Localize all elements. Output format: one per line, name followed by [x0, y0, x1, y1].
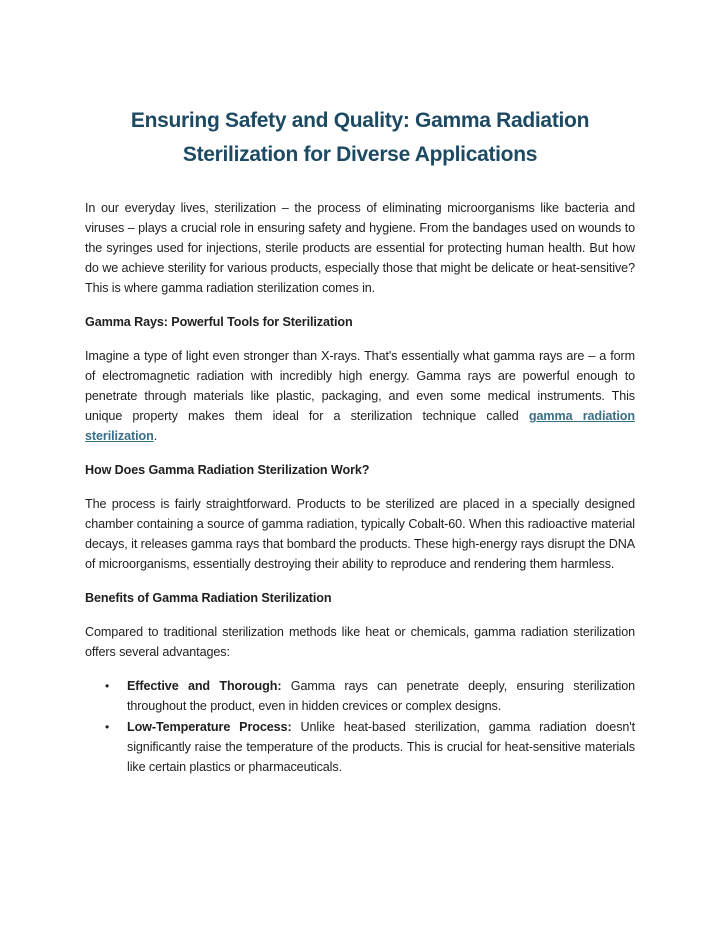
- benefits-paragraph: Compared to traditional sterilization methods like heat or chemicals, gamma radiation sterilization offers several advantages:: [85, 625, 635, 659]
- gamma-rays-text-end: .: [153, 429, 158, 443]
- gamma-rays-text: Imagine a type of light even stronger than X-rays. That's essentially what gamma rays are – a form of electromagnetic radiation with incredibly high energy. Gamma rays are powerful enough to penetrate through materials like plastic, packaging, and even some medical instruments. This unique property makes them ideal for a sterilization technique called: [85, 349, 635, 423]
- list-item-label: Low-Temperature Process:: [127, 720, 292, 734]
- gamma-radiation-sterilization-link[interactable]: gamma radiation sterilization: [85, 409, 635, 443]
- list-item-label: Effective and Thorough:: [127, 679, 282, 693]
- intro-paragraph: In our everyday lives, sterilization – the process of eliminating microorganisms like bacteria and viruses – plays a crucial role in ensuring safety and hygiene. From the bandages used on wounds to the syringes used for injections, sterile products are essential for protecting human health. But how do we achieve sterility for various products, especially those that might be delicate or heat-sensitive? This is where gamma radiation sterilization comes in.: [85, 201, 635, 295]
- title-line-2: Sterilization for Diverse Applications: [182, 143, 538, 166]
- section-heading-how-it-works: How Does Gamma Radiation Sterilization Work?: [85, 463, 370, 477]
- list-item-text: Gamma rays can penetrate deeply, ensuring sterilization throughout the product, even in hidden crevices or complex designs.: [127, 679, 636, 713]
- gamma-rays-paragraph: [85, 346, 635, 446]
- section-heading-benefits: Benefits of Gamma Radiation Sterilization: [85, 591, 332, 605]
- benefits-list: [85, 676, 635, 777]
- list-item: [85, 717, 635, 777]
- how-it-works-paragraph: The process is fairly straightforward. Products to be sterilized are placed in a specially designed chamber containing a source of gamma radiation, typically Cobalt-60. When this radioactive material decays, it releases gamma rays that bombard the products. These high-energy rays disrupt the DNA of microorganisms, essentially destroying their ability to reproduce and rendering them harmless.: [85, 497, 635, 571]
- document-title: [85, 104, 635, 172]
- title-line-1: Ensuring Safety and Quality: Gamma Radiation: [130, 109, 590, 132]
- document-page: [85, 104, 635, 778]
- list-item-text: Unlike heat-based sterilization, gamma radiation doesn't significantly raise the temperature of the products. This is crucial for heat-sensitive materials like certain plastics or pharmaceuticals.: [127, 720, 636, 774]
- bullet-icon: •: [105, 679, 110, 693]
- bullet-icon: •: [105, 720, 110, 734]
- list-item: [85, 676, 635, 716]
- section-heading-gamma-rays: Gamma Rays: Powerful Tools for Sterilization: [85, 315, 353, 329]
